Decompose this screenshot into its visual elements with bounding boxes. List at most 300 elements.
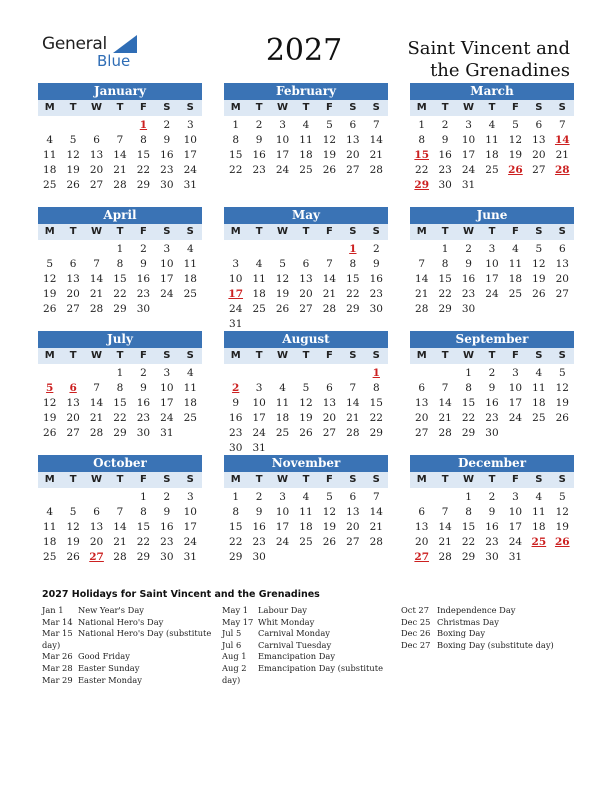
day-cell: 28 bbox=[346, 427, 360, 439]
empty-day-cell bbox=[433, 366, 456, 381]
day-cell: 23 bbox=[252, 536, 266, 548]
holiday-day-cell: 1 bbox=[372, 367, 380, 379]
day-cell: 10 bbox=[275, 134, 290, 146]
day-cell: 7 bbox=[93, 382, 100, 394]
day-cell: 2 bbox=[163, 119, 171, 131]
holiday-name: Carnival Tuesday bbox=[258, 639, 332, 650]
day-cell: 5 bbox=[558, 491, 566, 503]
day-cell: 18 bbox=[252, 288, 266, 300]
holiday-day-cell: 25 bbox=[531, 536, 547, 548]
day-cell: 2 bbox=[465, 243, 472, 255]
day-cell: 3 bbox=[186, 119, 194, 131]
weekday-label: W bbox=[277, 474, 289, 485]
day-cell: 19 bbox=[43, 412, 57, 424]
weekday-label: S bbox=[535, 102, 543, 113]
holiday-date: Mar 28 bbox=[42, 662, 73, 673]
day-cell: 23 bbox=[252, 164, 266, 176]
day-cell: 20 bbox=[66, 288, 80, 300]
day-cell: 26 bbox=[43, 303, 57, 315]
day-cell: 15 bbox=[136, 521, 151, 533]
empty-day-cell bbox=[318, 242, 341, 257]
holiday-day-cell: 27 bbox=[89, 551, 104, 563]
holiday-name: National Hero's Day bbox=[78, 616, 164, 627]
day-cell: 13 bbox=[346, 134, 360, 146]
day-cell: 16 bbox=[136, 273, 151, 285]
day-cell: 1 bbox=[116, 367, 124, 379]
empty-day-cell bbox=[61, 366, 84, 381]
days-grid bbox=[224, 116, 388, 178]
day-cell: 28 bbox=[89, 303, 104, 315]
empty-day-cell bbox=[108, 490, 131, 505]
day-cell: 24 bbox=[229, 303, 243, 315]
day-cell: 6 bbox=[349, 491, 357, 503]
day-cell: 27 bbox=[415, 427, 429, 439]
day-cell: 29 bbox=[369, 427, 383, 439]
holiday-column bbox=[42, 605, 214, 686]
day-cell: 15 bbox=[136, 149, 151, 161]
day-cell: 24 bbox=[275, 164, 290, 176]
logo-text-general: General bbox=[42, 34, 107, 54]
day-cell: 2 bbox=[140, 243, 147, 255]
day-cell: 16 bbox=[369, 273, 383, 285]
holiday-day-cell: 15 bbox=[414, 149, 430, 161]
day-cell: 9 bbox=[441, 134, 449, 146]
weekday-header-row bbox=[224, 100, 388, 116]
weekday-label: S bbox=[186, 226, 194, 237]
holiday-date: May 17 bbox=[222, 616, 254, 627]
day-cell: 19 bbox=[532, 273, 546, 285]
day-cell: 25 bbox=[252, 303, 266, 315]
day-cell: 19 bbox=[322, 149, 337, 161]
empty-day-cell bbox=[341, 366, 364, 381]
country-line-2: the Grenadines bbox=[430, 60, 570, 81]
day-cell: 24 bbox=[508, 412, 523, 424]
day-cell: 14 bbox=[89, 273, 104, 285]
day-cell: 24 bbox=[275, 536, 290, 548]
day-cell: 20 bbox=[415, 412, 429, 424]
weekday-label: S bbox=[186, 102, 194, 113]
day-cell: 31 bbox=[508, 551, 523, 563]
weekday-label: T bbox=[441, 226, 449, 237]
day-cell: 12 bbox=[43, 273, 57, 285]
day-cell: 27 bbox=[322, 427, 337, 439]
holiday-day-cell: 29 bbox=[414, 179, 430, 191]
day-cell: 3 bbox=[512, 367, 519, 379]
day-cell: 8 bbox=[349, 258, 357, 270]
day-cell: 5 bbox=[326, 491, 333, 503]
empty-day-cell bbox=[61, 490, 84, 505]
weekday-label: S bbox=[186, 474, 194, 485]
holiday-item bbox=[222, 605, 394, 617]
empty-day-cell bbox=[247, 242, 270, 257]
holiday-item bbox=[222, 651, 394, 663]
day-cell: 26 bbox=[275, 303, 290, 315]
day-cell: 18 bbox=[183, 397, 197, 409]
logo-triangle-icon bbox=[113, 35, 137, 53]
weekday-header-row bbox=[410, 348, 574, 364]
day-cell: 20 bbox=[66, 412, 80, 424]
day-cell: 5 bbox=[46, 258, 54, 270]
day-cell: 10 bbox=[485, 258, 499, 270]
weekday-label: S bbox=[163, 474, 171, 485]
day-cell: 21 bbox=[346, 412, 360, 424]
day-cell: 2 bbox=[163, 491, 171, 503]
day-cell: 19 bbox=[43, 288, 57, 300]
weekday-label: S bbox=[349, 350, 357, 361]
day-cell: 20 bbox=[415, 536, 429, 548]
day-cell: 26 bbox=[66, 551, 80, 563]
days-grid bbox=[38, 116, 202, 193]
holiday-name: Christmas Day bbox=[437, 616, 499, 627]
day-cell: 13 bbox=[66, 397, 80, 409]
month-september bbox=[410, 331, 574, 441]
weekday-label: S bbox=[535, 226, 543, 237]
days-grid bbox=[224, 240, 388, 332]
day-cell: 25 bbox=[485, 164, 499, 176]
day-cell: 3 bbox=[186, 491, 194, 503]
weekday-label: M bbox=[416, 102, 427, 113]
weekday-label: S bbox=[186, 350, 194, 361]
day-cell: 15 bbox=[113, 273, 127, 285]
day-cell: 13 bbox=[89, 149, 104, 161]
day-cell: 20 bbox=[346, 149, 360, 161]
day-cell: 2 bbox=[255, 119, 263, 131]
day-cell: 16 bbox=[160, 149, 174, 161]
weekday-label: S bbox=[558, 102, 566, 113]
day-cell: 3 bbox=[232, 258, 240, 270]
weekday-label: W bbox=[91, 226, 103, 237]
holidays-title: 2027 Holidays for Saint Vincent and the Grenadines bbox=[42, 589, 320, 600]
empty-day-cell bbox=[224, 242, 247, 257]
empty-day-cell bbox=[38, 242, 61, 257]
month-header: August bbox=[224, 331, 388, 348]
weekday-label: W bbox=[91, 102, 103, 113]
day-cell: 14 bbox=[369, 506, 383, 518]
weekday-label: M bbox=[416, 226, 427, 237]
day-cell: 29 bbox=[346, 303, 360, 315]
holiday-date: Mar 29 bbox=[42, 674, 73, 685]
day-cell: 31 bbox=[252, 442, 266, 454]
month-january bbox=[38, 83, 202, 193]
weekday-label: F bbox=[326, 226, 333, 237]
day-cell: 11 bbox=[508, 258, 523, 270]
weekday-label: W bbox=[463, 102, 475, 113]
weekday-label: S bbox=[163, 102, 171, 113]
weekday-label: T bbox=[255, 350, 263, 361]
day-cell: 11 bbox=[299, 134, 313, 146]
day-cell: 16 bbox=[438, 149, 452, 161]
day-cell: 26 bbox=[555, 412, 569, 424]
day-cell: 17 bbox=[275, 521, 290, 533]
weekday-label: T bbox=[302, 350, 310, 361]
month-december bbox=[410, 455, 574, 565]
holiday-name: Independence Day bbox=[437, 605, 516, 615]
day-cell: 27 bbox=[299, 303, 313, 315]
day-cell: 4 bbox=[512, 243, 519, 255]
holiday-item bbox=[401, 640, 571, 652]
day-cell: 11 bbox=[299, 506, 313, 518]
day-cell: 4 bbox=[535, 491, 543, 503]
holiday-date: Dec 26 bbox=[401, 628, 431, 639]
holiday-item bbox=[222, 628, 394, 640]
day-cell: 21 bbox=[113, 164, 127, 176]
day-cell: 23 bbox=[160, 164, 174, 176]
month-header: October bbox=[38, 455, 202, 472]
day-cell: 21 bbox=[369, 149, 383, 161]
day-cell: 17 bbox=[275, 149, 290, 161]
day-cell: 8 bbox=[372, 382, 380, 394]
day-cell: 22 bbox=[136, 164, 151, 176]
weekday-label: T bbox=[302, 102, 310, 113]
day-cell: 22 bbox=[415, 164, 429, 176]
holiday-name: Carnival Monday bbox=[258, 628, 330, 639]
day-cell: 10 bbox=[461, 134, 476, 146]
day-cell: 30 bbox=[136, 303, 151, 315]
month-header: April bbox=[38, 207, 202, 224]
empty-day-cell bbox=[318, 366, 341, 381]
day-cell: 4 bbox=[279, 382, 286, 394]
holiday-item bbox=[222, 663, 394, 686]
day-cell: 22 bbox=[369, 412, 383, 424]
weekday-header-row bbox=[38, 100, 202, 116]
empty-day-cell bbox=[61, 242, 84, 257]
day-cell: 25 bbox=[183, 288, 197, 300]
day-cell: 4 bbox=[46, 134, 54, 146]
day-cell: 10 bbox=[160, 382, 174, 394]
day-cell: 27 bbox=[346, 536, 360, 548]
days-grid bbox=[410, 240, 574, 317]
day-cell: 26 bbox=[532, 288, 546, 300]
day-cell: 29 bbox=[461, 427, 476, 439]
day-cell: 2 bbox=[488, 367, 496, 379]
empty-day-cell bbox=[271, 366, 294, 381]
holiday-name: Boxing Day bbox=[437, 628, 486, 639]
day-cell: 15 bbox=[229, 521, 243, 533]
weekday-label: M bbox=[230, 102, 241, 113]
day-cell: 16 bbox=[229, 412, 243, 424]
day-cell: 1 bbox=[418, 119, 426, 131]
day-cell: 16 bbox=[461, 273, 476, 285]
day-cell: 20 bbox=[89, 536, 104, 548]
day-cell: 4 bbox=[302, 119, 310, 131]
day-cell: 12 bbox=[66, 521, 80, 533]
day-cell: 11 bbox=[252, 273, 266, 285]
month-header: July bbox=[38, 331, 202, 348]
day-cell: 14 bbox=[113, 149, 127, 161]
day-cell: 22 bbox=[113, 412, 127, 424]
day-cell: 9 bbox=[140, 258, 147, 270]
day-cell: 9 bbox=[163, 506, 171, 518]
day-cell: 14 bbox=[322, 273, 337, 285]
day-cell: 2 bbox=[140, 367, 147, 379]
empty-day-cell bbox=[85, 366, 108, 381]
day-cell: 13 bbox=[299, 273, 313, 285]
weekday-label: T bbox=[69, 102, 77, 113]
holiday-item bbox=[42, 628, 214, 651]
day-cell: 30 bbox=[461, 303, 476, 315]
day-cell: 24 bbox=[461, 164, 476, 176]
weekday-label: T bbox=[488, 226, 496, 237]
day-cell: 19 bbox=[555, 397, 569, 409]
logo bbox=[42, 34, 142, 74]
day-cell: 27 bbox=[89, 179, 104, 191]
day-cell: 15 bbox=[229, 149, 243, 161]
day-cell: 30 bbox=[136, 427, 151, 439]
day-cell: 14 bbox=[415, 273, 429, 285]
weekday-label: M bbox=[416, 350, 427, 361]
weekday-header-row bbox=[38, 224, 202, 240]
day-cell: 9 bbox=[372, 258, 380, 270]
day-cell: 8 bbox=[441, 258, 449, 270]
empty-day-cell bbox=[410, 242, 433, 257]
day-cell: 10 bbox=[183, 506, 197, 518]
day-cell: 16 bbox=[136, 397, 151, 409]
weekday-label: T bbox=[441, 350, 449, 361]
holiday-date: Jul 6 bbox=[222, 639, 242, 650]
empty-day-cell bbox=[224, 366, 247, 381]
day-cell: 13 bbox=[415, 521, 429, 533]
day-cell: 14 bbox=[438, 397, 452, 409]
month-april bbox=[38, 207, 202, 317]
day-cell: 11 bbox=[43, 149, 57, 161]
day-cell: 28 bbox=[89, 427, 104, 439]
day-cell: 27 bbox=[532, 164, 546, 176]
day-cell: 23 bbox=[485, 536, 499, 548]
day-cell: 12 bbox=[508, 134, 523, 146]
day-cell: 4 bbox=[46, 506, 54, 518]
empty-day-cell bbox=[433, 490, 456, 505]
day-cell: 2 bbox=[372, 243, 380, 255]
day-cell: 12 bbox=[66, 149, 80, 161]
holiday-name: Emancipation Day (substitute day) bbox=[222, 662, 383, 685]
weekday-label: T bbox=[488, 474, 496, 485]
day-cell: 17 bbox=[508, 521, 523, 533]
day-cell: 1 bbox=[140, 491, 147, 503]
day-cell: 26 bbox=[43, 427, 57, 439]
day-cell: 25 bbox=[299, 164, 313, 176]
day-cell: 5 bbox=[535, 243, 543, 255]
weekday-header-row bbox=[224, 224, 388, 240]
day-cell: 18 bbox=[43, 536, 57, 548]
day-cell: 14 bbox=[113, 521, 127, 533]
day-cell: 11 bbox=[275, 397, 290, 409]
day-cell: 20 bbox=[322, 412, 337, 424]
weekday-label: S bbox=[349, 474, 357, 485]
empty-day-cell bbox=[294, 366, 317, 381]
day-cell: 10 bbox=[508, 382, 523, 394]
day-cell: 9 bbox=[163, 134, 171, 146]
day-cell: 9 bbox=[465, 258, 472, 270]
month-november bbox=[224, 455, 388, 565]
month-august bbox=[224, 331, 388, 456]
weekday-label: M bbox=[44, 350, 55, 361]
weekday-label: F bbox=[326, 474, 333, 485]
weekday-label: M bbox=[44, 226, 55, 237]
day-cell: 23 bbox=[136, 412, 151, 424]
day-cell: 21 bbox=[89, 288, 104, 300]
day-cell: 7 bbox=[116, 134, 124, 146]
day-cell: 23 bbox=[485, 412, 499, 424]
month-header: September bbox=[410, 331, 574, 348]
weekday-label: F bbox=[512, 102, 519, 113]
day-cell: 7 bbox=[349, 382, 357, 394]
weekday-header-row bbox=[410, 472, 574, 488]
month-july bbox=[38, 331, 202, 441]
day-cell: 6 bbox=[93, 134, 100, 146]
day-cell: 2 bbox=[255, 491, 263, 503]
day-cell: 15 bbox=[113, 397, 127, 409]
day-cell: 11 bbox=[532, 382, 546, 394]
weekday-label: M bbox=[416, 474, 427, 485]
day-cell: 29 bbox=[113, 303, 127, 315]
day-cell: 12 bbox=[322, 134, 337, 146]
day-cell: 20 bbox=[346, 521, 360, 533]
day-cell: 6 bbox=[302, 258, 310, 270]
weekday-label: T bbox=[302, 226, 310, 237]
holiday-item bbox=[222, 640, 394, 652]
day-cell: 19 bbox=[299, 412, 313, 424]
holiday-date: Jul 5 bbox=[222, 628, 242, 639]
day-cell: 25 bbox=[183, 412, 197, 424]
day-cell: 18 bbox=[183, 273, 197, 285]
day-cell: 5 bbox=[558, 367, 566, 379]
weekday-label: W bbox=[91, 474, 103, 485]
holiday-day-cell: 28 bbox=[554, 164, 570, 176]
day-cell: 29 bbox=[438, 303, 452, 315]
weekday-label: T bbox=[255, 474, 263, 485]
day-cell: 4 bbox=[255, 258, 263, 270]
day-cell: 23 bbox=[160, 536, 174, 548]
day-cell: 9 bbox=[488, 382, 496, 394]
day-cell: 7 bbox=[372, 119, 380, 131]
day-cell: 30 bbox=[438, 179, 452, 191]
weekday-header-row bbox=[224, 348, 388, 364]
day-cell: 21 bbox=[369, 521, 383, 533]
weekday-label: S bbox=[535, 350, 543, 361]
day-cell: 1 bbox=[441, 243, 449, 255]
days-grid bbox=[38, 488, 202, 565]
holiday-date: May 1 bbox=[222, 605, 249, 615]
day-cell: 22 bbox=[229, 536, 243, 548]
weekday-label: S bbox=[558, 226, 566, 237]
weekday-header-row bbox=[224, 472, 388, 488]
empty-day-cell bbox=[85, 242, 108, 257]
weekday-label: F bbox=[512, 474, 519, 485]
holiday-name: Good Friday bbox=[78, 651, 130, 662]
day-cell: 24 bbox=[485, 288, 499, 300]
weekday-label: T bbox=[69, 474, 77, 485]
holiday-day-cell: 6 bbox=[69, 382, 77, 394]
day-cell: 3 bbox=[163, 243, 171, 255]
weekday-label: S bbox=[349, 102, 357, 113]
day-cell: 15 bbox=[438, 273, 452, 285]
day-cell: 6 bbox=[69, 258, 77, 270]
empty-day-cell bbox=[38, 490, 61, 505]
month-header: June bbox=[410, 207, 574, 224]
day-cell: 23 bbox=[369, 288, 383, 300]
day-cell: 22 bbox=[346, 288, 360, 300]
day-cell: 22 bbox=[136, 536, 151, 548]
day-cell: 28 bbox=[113, 551, 127, 563]
day-cell: 10 bbox=[183, 134, 197, 146]
day-cell: 8 bbox=[418, 134, 426, 146]
day-cell: 7 bbox=[116, 506, 124, 518]
day-cell: 28 bbox=[113, 179, 127, 191]
day-cell: 24 bbox=[160, 412, 174, 424]
day-cell: 31 bbox=[183, 179, 197, 191]
weekday-label: T bbox=[116, 350, 124, 361]
day-cell: 20 bbox=[299, 288, 313, 300]
